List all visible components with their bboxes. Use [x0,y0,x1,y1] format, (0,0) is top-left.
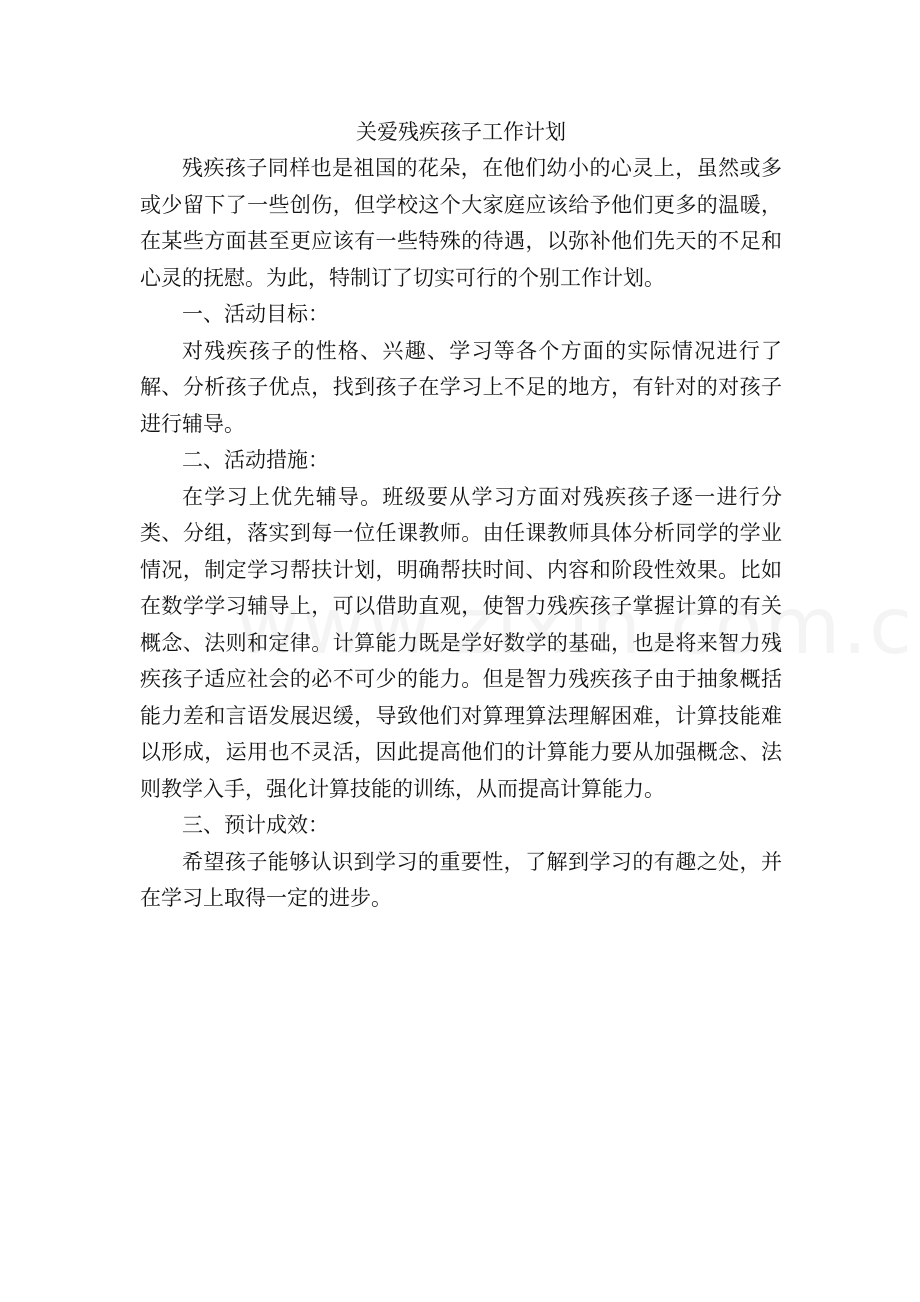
intro-paragraph: 残疾孩子同样也是祖国的花朵，在他们幼小的心灵上，虽然或多或少留下了一些创伤，但学校这个大家庭应该给予他们更多的温暖，在某些方面甚至更应该有一些特殊的待遇，以弥补他们先天的不足和心灵的抚慰。为此，特制订了切实可行的个别工作计划。 [140,156,782,290]
section-heading-outcomes: 三、预计成效： [182,813,329,837]
section-body-measures: 在学习上优先辅导。班级要从学习方面对残疾孩子逐一进行分类、分组，落实到每一位任课教师。由任课教师具体分析同学的学业情况，制定学习帮扶计划，明确帮扶时间、内容和阶段性效果。比如在数学学习辅导上，可以借助直观，使智力残疾孩子掌握计算的有关概念、法则和定律。计算能力既是学好数学的基础，也是将来智力残疾孩子适应社会的必不可少的能力。但是智力残疾孩子由于抽象概括能力差和言语发展迟缓，导致他们对算理算法理解困难，计算技能难以形成，运用也不灵活，因此提高他们的计算能力要从加强概念、法则教学入手，强化计算技能的训练，从而提高计算能力。 [140,484,782,801]
section-body-outcomes: 希望孩子能够认识到学习的重要性，了解到学习的有趣之处，并在学习上取得一定的进步。 [140,849,782,910]
section-heading-goals: 一、活动目标： [182,302,329,326]
section-heading-measures: 二、活动措施： [182,448,329,472]
document-body [140,114,782,917]
document-title: 关爱残疾孩子工作计划 [356,120,566,144]
section-body-goals: 对残疾孩子的性格、兴趣、学习等各个方面的实际情况进行了解、分析孩子优点，找到孩子在学习上不足的地方，有针对的对孩子进行辅导。 [140,338,782,436]
